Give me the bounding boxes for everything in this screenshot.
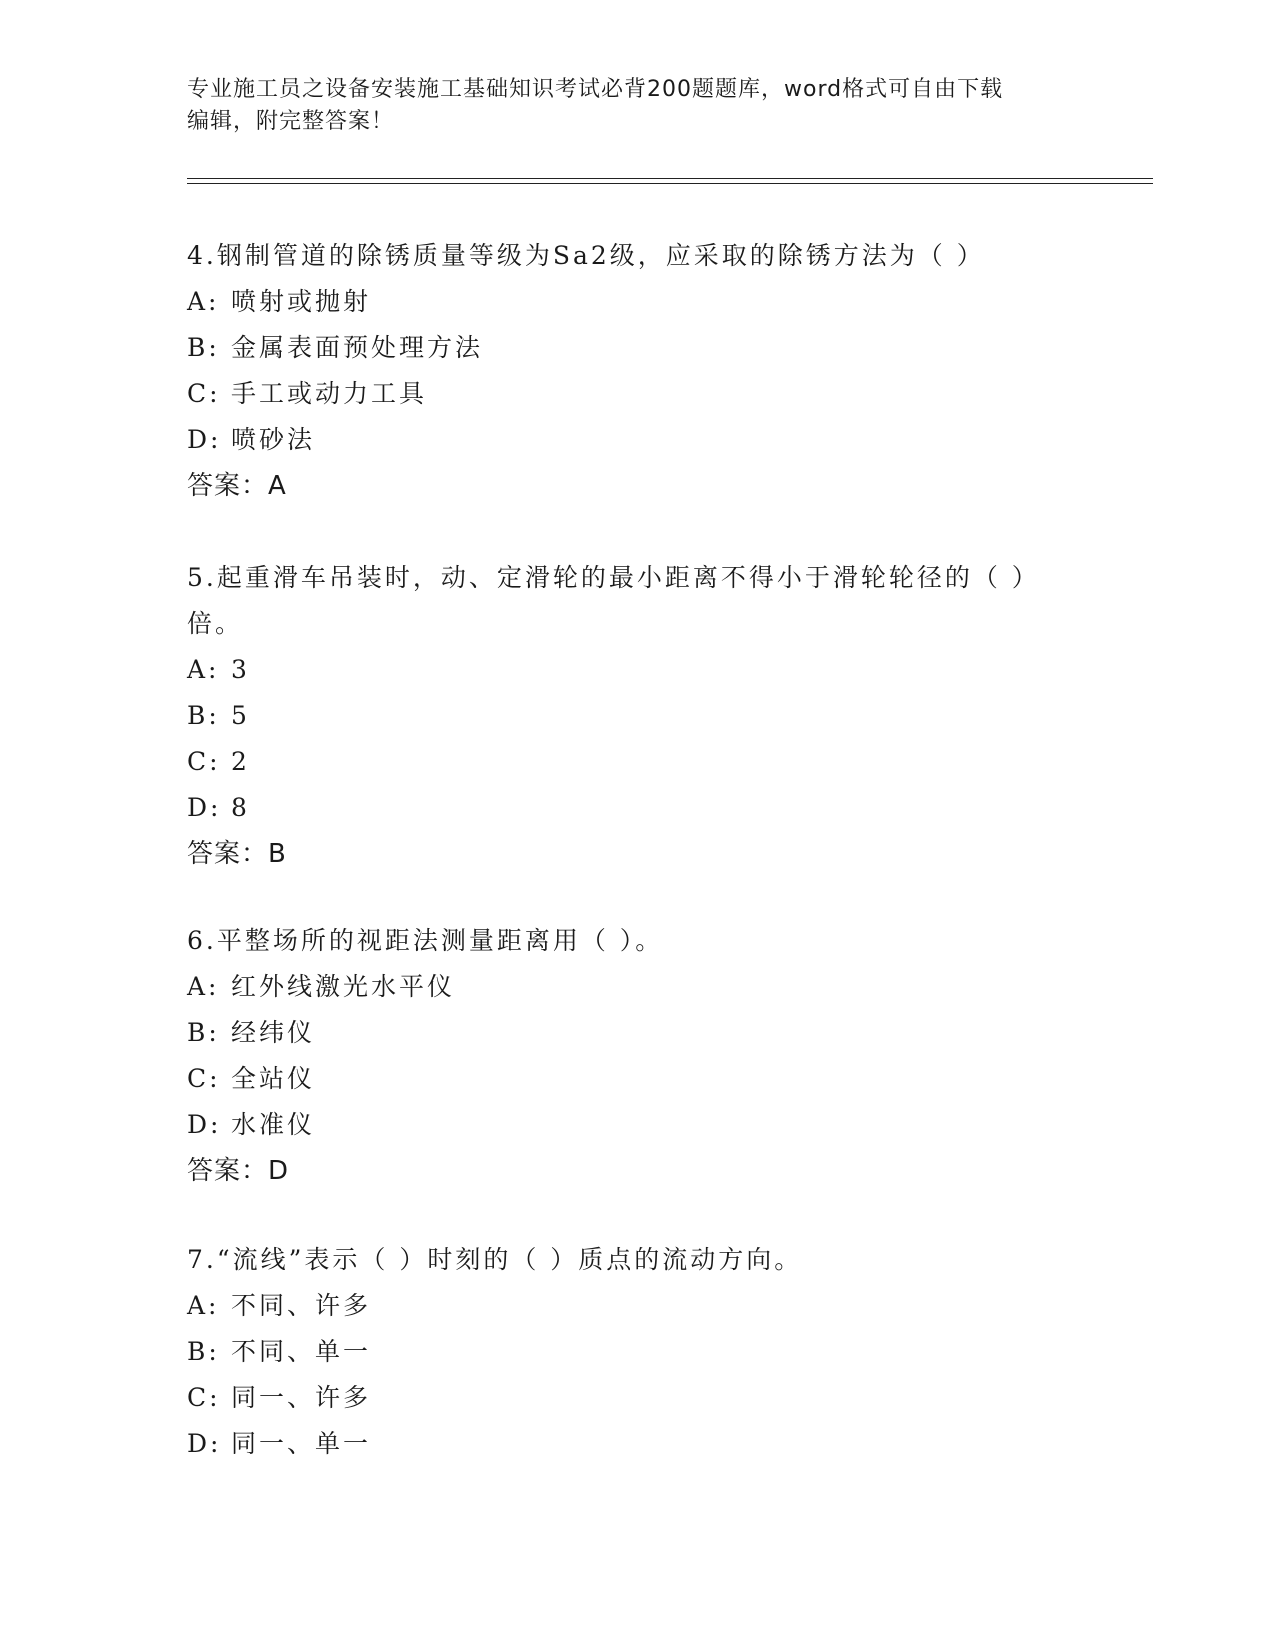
- option-b: [187, 325, 1087, 371]
- option-key: C:: [187, 1383, 221, 1412]
- option-key: D:: [187, 1429, 222, 1458]
- option-b: [187, 693, 1087, 739]
- option-text: 喷射或抛射: [231, 287, 372, 316]
- answer-line: 答案：D: [187, 1156, 290, 1186]
- option-text: 同一、单一: [231, 1429, 372, 1458]
- header-rule-top: [187, 178, 1153, 179]
- option-text: 水准仪: [231, 1110, 316, 1139]
- question-block-5: [187, 555, 1087, 877]
- option-key: B:: [187, 333, 220, 362]
- option-b: [187, 1329, 1087, 1375]
- option-text: 同一、许多: [231, 1383, 372, 1412]
- option-text: 5: [231, 701, 250, 730]
- option-c: [187, 1056, 1087, 1102]
- option-key: D:: [187, 793, 222, 822]
- option-key: D:: [187, 425, 222, 454]
- option-text: 8: [231, 793, 250, 822]
- question-text: 5.起重滑车吊装时，动、定滑轮的最小距离不得小于滑轮轮径的（ ）倍。: [187, 563, 1040, 638]
- option-a: [187, 647, 1087, 693]
- option-text: 喷砂法: [231, 425, 316, 454]
- option-key: A:: [187, 1291, 220, 1320]
- option-key: C:: [187, 1064, 221, 1093]
- option-text: 手工或动力工具: [231, 379, 428, 408]
- option-key: B:: [187, 701, 220, 730]
- option-key: A:: [187, 655, 220, 684]
- option-text: 金属表面预处理方法: [231, 333, 484, 362]
- question-text: 6.平整场所的视距法测量距离用（ ）。: [187, 926, 664, 955]
- option-a: [187, 279, 1087, 325]
- answer-line: 答案：B: [187, 839, 287, 869]
- option-d: [187, 785, 1087, 831]
- option-text: 红外线激光水平仪: [231, 972, 456, 1001]
- option-b: [187, 1010, 1087, 1056]
- option-a: [187, 964, 1087, 1010]
- answer-line: 答案：A: [187, 471, 287, 501]
- option-a: [187, 1283, 1087, 1329]
- question-block-7: [187, 1237, 1087, 1467]
- question-text: 4.钢制管道的除锈质量等级为Sa2级，应采取的除锈方法为（ ）: [187, 241, 985, 270]
- option-text: 2: [231, 747, 250, 776]
- option-key: D:: [187, 1110, 222, 1139]
- option-d: [187, 1102, 1087, 1148]
- question-text: 7.“流线”表示（ ）时刻的（ ）质点的流动方向。: [187, 1245, 803, 1274]
- option-key: A:: [187, 972, 220, 1001]
- question-block-4: [187, 233, 1087, 509]
- option-key: B:: [187, 1337, 220, 1366]
- option-text: 经纬仪: [231, 1018, 316, 1047]
- header-rule-bottom: [187, 183, 1153, 184]
- option-text: 全站仪: [231, 1064, 316, 1093]
- option-text: 不同、单一: [231, 1337, 372, 1366]
- option-key: C:: [187, 747, 221, 776]
- option-text: 3: [231, 655, 250, 684]
- option-key: B:: [187, 1018, 220, 1047]
- option-key: A:: [187, 287, 220, 316]
- option-c: [187, 371, 1087, 417]
- option-c: [187, 739, 1087, 785]
- header-line-1: 专业施工员之设备安装施工基础知识考试必背200题题库，word格式可自由下载: [187, 77, 1004, 102]
- question-block-6: [187, 918, 1087, 1194]
- option-d: [187, 417, 1087, 463]
- option-c: [187, 1375, 1087, 1421]
- document-header: [187, 74, 1087, 138]
- option-d: [187, 1421, 1087, 1467]
- option-text: 不同、许多: [231, 1291, 372, 1320]
- header-line-2: 编辑，附完整答案！: [187, 109, 395, 134]
- option-key: C:: [187, 379, 221, 408]
